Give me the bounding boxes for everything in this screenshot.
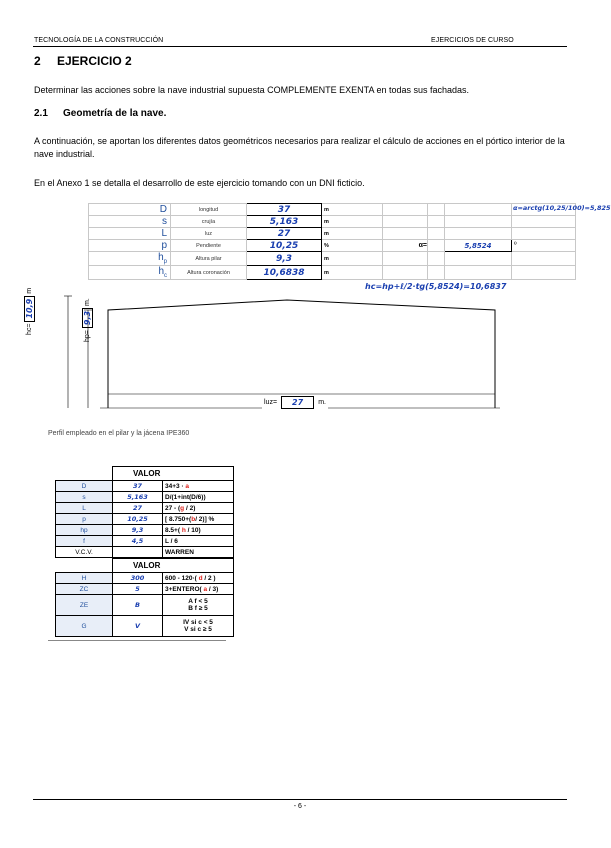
section-number: 2 [34, 54, 41, 68]
symbol-cell: p [89, 240, 171, 252]
unit-cell: m [322, 228, 383, 240]
section-title: EJERCICIO 2 [57, 54, 132, 68]
hp-dimension-value: 9,3 [82, 308, 93, 328]
profile-caption: Perfil empleado en el pilar y la jácena IPE360 [48, 430, 190, 437]
table-row: L 27 27 - (g / 2) [56, 503, 234, 514]
table-row: f 4,5 L / 6 [56, 536, 234, 547]
description-cell: Altura coronación [171, 266, 247, 280]
symbol-cell: L [89, 228, 171, 240]
table-row [89, 204, 576, 216]
table-row [89, 216, 576, 228]
symbol-cell: $h_p$ [89, 252, 171, 266]
unit-cell: m [322, 266, 383, 280]
intro-text: Determinar las acciones sobre la nave industrial supuesta COMPLEMENTE EXENTA en todas sus fachadas. [34, 85, 470, 95]
alpha-value: 5,8524 [445, 240, 512, 252]
running-header-right: EJERCICIOS DE CURSO [431, 37, 514, 44]
unit-cell: m [322, 204, 383, 216]
table-row: G V IV si c < 5 V si c ≥ 5 [56, 616, 234, 637]
subsection-number: 2.1 [34, 108, 48, 119]
description-cell: Pendiente [171, 240, 247, 252]
description-cell: crujía [171, 216, 247, 228]
unit-cell: m [322, 252, 383, 266]
table-row: D 37 34+3 · a [56, 481, 234, 492]
table-row [89, 266, 576, 280]
table-row: ZE B A f < 5 B f ≥ 5 [56, 595, 234, 616]
alpha-label: α= [383, 240, 428, 252]
paragraph-geometry: A continuación, se aportan los diferentes datos geométricos necesarios para realizar el cálculo de acciones en el pórtico interior de la nave industrial. [34, 136, 565, 159]
value-cell: 9,3 [247, 252, 322, 266]
table-row: ZC 5 3+ENTERO( a / 3) [56, 584, 234, 595]
geometry-table [88, 203, 576, 280]
divider [48, 640, 226, 641]
symbol-cell: $h_c$ [89, 266, 171, 280]
unit-cell: m [322, 216, 383, 228]
value-cell: 27 [247, 228, 322, 240]
table-row [89, 252, 576, 266]
subsection-title: Geometría de la nave. [63, 108, 167, 119]
table-header: VALOR [113, 559, 234, 573]
description-cell: Altura pilar [171, 252, 247, 266]
luz-dimension-value: 27 [281, 396, 314, 409]
unit-cell: % [322, 240, 383, 252]
description-cell: luz [171, 228, 247, 240]
symbol-cell: s [89, 216, 171, 228]
value-cell: 10,25 [247, 240, 322, 252]
hp-dimension-label: hp= 9,3 m. [82, 298, 92, 342]
alpha-unit: º [512, 240, 576, 252]
table-row [89, 228, 576, 240]
footer-rule [33, 799, 567, 800]
table-row: p 10,25 [ 8.750+(b/ 2)] % [56, 514, 234, 525]
header-rule [33, 46, 567, 47]
running-header-left: TECNOLOGÍA DE LA CONSTRUCCIÓN [34, 37, 164, 44]
symbol-cell: D [89, 204, 171, 216]
alpha-handwritten-note: α=arctg(10,25/100)=5,825 [513, 204, 611, 212]
table-row: H 300 600 - 120·( d / 2 ) [56, 573, 234, 584]
hc-dimension-label: hc= 10,9 m [24, 287, 34, 335]
paragraph-annex: En el Anexo 1 se detalla el desarrollo de este ejercicio tomando con un DNI ficticio. [34, 178, 365, 188]
luz-dimension-label: luz= 27 m. [264, 398, 326, 407]
values-table-1 [55, 466, 234, 558]
value-cell: 37 [247, 204, 322, 216]
description-cell: longitud [171, 204, 247, 216]
page-number: - 6 - [293, 803, 307, 810]
hc-handwritten-note: hc=hp+ℓ/2·tg(5,8524)=10,6837 [365, 282, 507, 291]
value-cell: 10,6838 [247, 266, 322, 280]
values-table-2 [55, 558, 234, 637]
hc-dimension-value: 10,9 [24, 296, 35, 322]
table-row: s 5,163 D/(1+int(D/6)) [56, 492, 234, 503]
table-row: V.C.V. WARREN [56, 547, 234, 558]
table-header: VALOR [113, 467, 234, 481]
table-row: hp 9,3 8.5+( h / 10) [56, 525, 234, 536]
table-row [89, 240, 576, 252]
value-cell: 5,163 [247, 216, 322, 228]
